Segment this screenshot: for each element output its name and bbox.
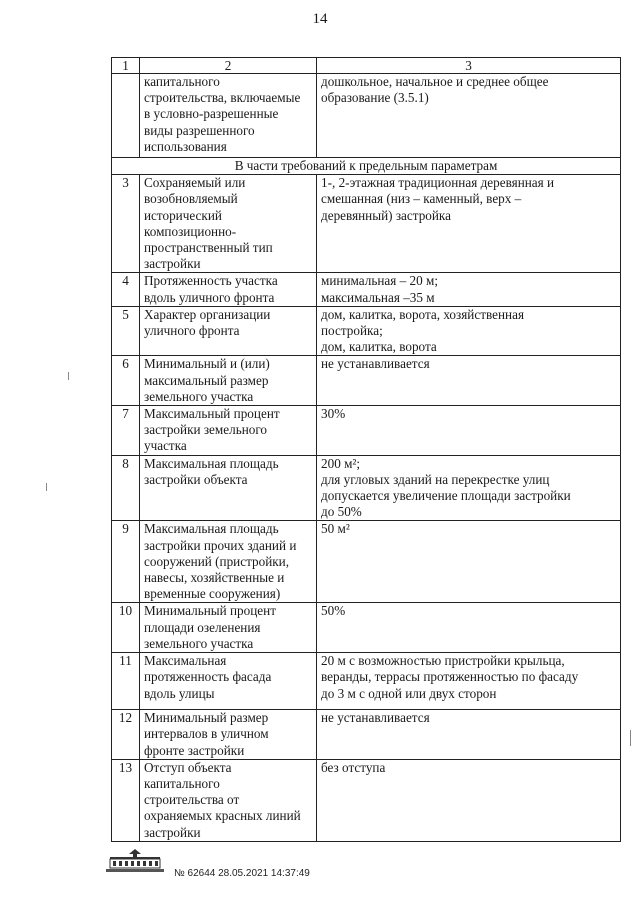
row-value: не устанавливается (317, 356, 621, 406)
scan-margin-mark (46, 483, 47, 491)
row-number (112, 74, 140, 158)
row-value: без отступа (317, 759, 621, 841)
table-row (112, 406, 621, 456)
header-cell-3: 3 (317, 58, 621, 74)
requirements-table (111, 57, 621, 842)
building-logo-icon (104, 848, 166, 874)
row-parameter: Минимальный и (или) максимальный размер земельного участка (140, 356, 317, 406)
table-row (112, 306, 621, 356)
table-row (112, 710, 621, 760)
row-number: 8 (112, 455, 140, 521)
row-parameter: Максимальная площадь застройки объекта (140, 455, 317, 521)
row-parameter: Максимальный процент застройки земельного участка (140, 406, 317, 456)
row-number: 6 (112, 356, 140, 406)
row-value: 50% (317, 603, 621, 653)
row-parameter: Протяженность участка вдоль уличного фронта (140, 273, 317, 306)
row-parameter: Максимальная протяженность фасада вдоль улицы (140, 653, 317, 710)
row-number: 12 (112, 710, 140, 760)
header-cell-2: 2 (140, 58, 317, 74)
scan-margin-mark (630, 730, 631, 746)
row-number: 4 (112, 273, 140, 306)
table-row (112, 759, 621, 841)
row-parameter: Сохраняемый или возобновляемый исторический композиционно- пространственный тип застройки (140, 175, 317, 273)
table-header-row (112, 58, 621, 74)
row-parameter: Минимальный процент площади озеленения земельного участка (140, 603, 317, 653)
section-title-row (112, 158, 621, 175)
table-row (112, 603, 621, 653)
row-value: 50 м² (317, 521, 621, 603)
row-number: 5 (112, 306, 140, 356)
row-parameter: Максимальная площадь застройки прочих зданий и сооружений (пристройки, навесы, хозяйственные и временные сооружения) (140, 521, 317, 603)
row-parameter: капитального строительства, включаемые в условно-разрешенные виды разрешенного использования (140, 74, 317, 158)
row-value: 20 м с возможностью пристройки крыльца, веранды, террасы протяженностью по фасаду до 3 м с одной или двух сторон (317, 653, 621, 710)
row-value: дом, калитка, ворота, хозяйственная постройка; дом, калитка, ворота (317, 306, 621, 356)
row-value: 1-, 2-этажная традиционная деревянная и смешанная (низ – каменный, верх – деревянный) застройка (317, 175, 621, 273)
row-number: 3 (112, 175, 140, 273)
row-value: минимальная – 20 м; максимальная –35 м (317, 273, 621, 306)
footer (104, 848, 404, 888)
table-row (112, 521, 621, 603)
table-row (112, 653, 621, 710)
row-value: 30% (317, 406, 621, 456)
row-number: 9 (112, 521, 140, 603)
row-number: 11 (112, 653, 140, 710)
header-cell-1: 1 (112, 58, 140, 74)
section-title: В части требований к предельным параметрам (112, 158, 621, 175)
row-parameter: Характер организации уличного фронта (140, 306, 317, 356)
table-row (112, 175, 621, 273)
row-number: 10 (112, 603, 140, 653)
table-row (112, 356, 621, 406)
table-row (112, 455, 621, 521)
row-value: дошкольное, начальное и среднее общее образование (3.5.1) (317, 74, 621, 158)
row-number: 7 (112, 406, 140, 456)
table-row (112, 273, 621, 306)
row-value: 200 м²; для угловых зданий на перекрестке улиц допускается увеличение площади застройки до 50% (317, 455, 621, 521)
scan-margin-mark (68, 372, 69, 380)
row-parameter: Отступ объекта капитального строительства от охраняемых красных линий застройки (140, 759, 317, 841)
page-number: 14 (312, 11, 328, 27)
document-stamp: № 62644 28.05.2021 14:37:49 (174, 868, 310, 879)
row-parameter: Минимальный размер интервалов в уличном фронте застройки (140, 710, 317, 760)
row-number: 13 (112, 759, 140, 841)
row-value: не устанавливается (317, 710, 621, 760)
table-row-continuation (112, 74, 621, 158)
